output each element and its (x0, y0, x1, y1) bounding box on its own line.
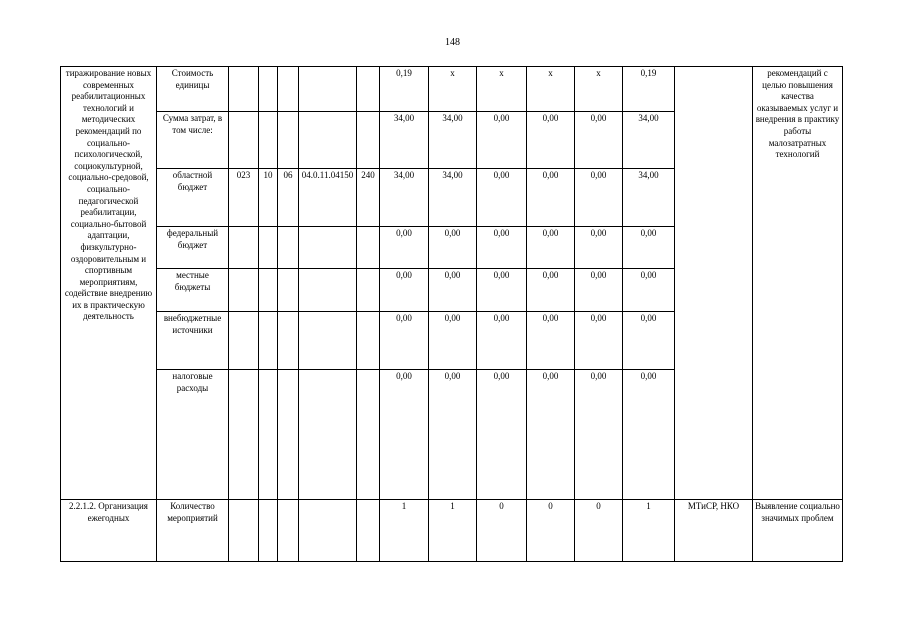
grbs-cell (229, 67, 259, 112)
grbs-cell (229, 500, 259, 562)
page-number: 148 (445, 37, 460, 48)
value-cell: 0,00 (477, 112, 527, 169)
expected-result: рекомендаций с целью повышения качества оказываемых услуг и внедрения в практику работы малозатратных технологий (753, 67, 843, 500)
value-cell: 0 (477, 500, 527, 562)
csr-cell (299, 227, 357, 269)
value-cell: 0,00 (527, 227, 575, 269)
value-cell: 0,00 (623, 370, 675, 500)
expected-result: Выявление социально значимых проблем (753, 500, 843, 562)
vr-cell (357, 112, 380, 169)
rz-cell (259, 269, 278, 312)
rz-cell (259, 67, 278, 112)
value-cell: 0,00 (477, 227, 527, 269)
pr-cell (278, 67, 299, 112)
value-cell: 34,00 (429, 112, 477, 169)
grbs-cell (229, 370, 259, 500)
value-cell: 0,00 (380, 312, 429, 370)
value-cell: 0,00 (477, 312, 527, 370)
csr-cell (299, 312, 357, 370)
value-cell: 0,00 (575, 370, 623, 500)
value-cell: 0,00 (380, 370, 429, 500)
vr-cell (357, 67, 380, 112)
value-cell: 0,00 (477, 269, 527, 312)
grbs-cell (229, 312, 259, 370)
indicator-label: областной бюджет (157, 169, 229, 227)
value-cell: 0,00 (575, 312, 623, 370)
value-cell: 0,00 (575, 169, 623, 227)
value-cell: 0,19 (380, 67, 429, 112)
value-cell: 34,00 (380, 169, 429, 227)
value-cell: 0,00 (527, 112, 575, 169)
vr-cell (357, 370, 380, 500)
indicator-label: внебюджетные источники (157, 312, 229, 370)
value-cell: 0,00 (527, 169, 575, 227)
value-cell: 0,00 (429, 227, 477, 269)
value-cell: 0,00 (575, 227, 623, 269)
measure-description: 2.2.1.2. Организация ежегодных (61, 500, 157, 562)
rz-cell (259, 370, 278, 500)
executor-cell: МТиСР, НКО (675, 500, 753, 562)
pr-cell (278, 500, 299, 562)
indicator-label: Стоимость единицы (157, 67, 229, 112)
pr-cell (278, 312, 299, 370)
pr-cell (278, 112, 299, 169)
vr-cell (357, 227, 380, 269)
value-cell: х (527, 67, 575, 112)
executor-cell (675, 67, 753, 500)
vr-cell: 240 (357, 169, 380, 227)
value-cell: 0,00 (623, 227, 675, 269)
value-cell: 0 (575, 500, 623, 562)
value-cell: 0,00 (429, 312, 477, 370)
vr-cell (357, 269, 380, 312)
csr-cell (299, 112, 357, 169)
csr-cell (299, 500, 357, 562)
value-cell: 1 (429, 500, 477, 562)
value-cell: 0,00 (380, 227, 429, 269)
value-cell: х (477, 67, 527, 112)
value-cell: 0,00 (477, 169, 527, 227)
indicator-label: Количество мероприятий (157, 500, 229, 562)
value-cell: х (429, 67, 477, 112)
value-cell: 34,00 (623, 169, 675, 227)
value-cell: 1 (623, 500, 675, 562)
value-cell: 0,00 (429, 370, 477, 500)
value-cell: 0,00 (477, 370, 527, 500)
csr-cell (299, 269, 357, 312)
rz-cell (259, 500, 278, 562)
rz-cell (259, 227, 278, 269)
table-row (61, 500, 843, 562)
grbs-cell (229, 227, 259, 269)
value-cell: 0,00 (429, 269, 477, 312)
rz-cell (259, 112, 278, 169)
pr-cell (278, 269, 299, 312)
value-cell: 0 (527, 500, 575, 562)
value-cell: 0,00 (380, 269, 429, 312)
grbs-cell: 023 (229, 169, 259, 227)
value-cell: 0,00 (575, 269, 623, 312)
value-cell: 0,00 (575, 112, 623, 169)
value-cell: х (575, 67, 623, 112)
pr-cell: 06 (278, 169, 299, 227)
rz-cell (259, 312, 278, 370)
table-row (61, 67, 843, 112)
value-cell: 0,19 (623, 67, 675, 112)
indicator-label: местные бюджеты (157, 269, 229, 312)
value-cell: 0,00 (527, 312, 575, 370)
indicator-label: Сумма затрат, в том числе: (157, 112, 229, 169)
indicator-label: федеральный бюджет (157, 227, 229, 269)
vr-cell (357, 312, 380, 370)
value-cell: 34,00 (380, 112, 429, 169)
pr-cell (278, 227, 299, 269)
program-table (60, 66, 843, 562)
vr-cell (357, 500, 380, 562)
csr-cell (299, 67, 357, 112)
grbs-cell (229, 112, 259, 169)
rz-cell: 10 (259, 169, 278, 227)
value-cell: 0,00 (527, 370, 575, 500)
value-cell: 0,00 (623, 312, 675, 370)
value-cell: 0,00 (623, 269, 675, 312)
value-cell: 0,00 (527, 269, 575, 312)
pr-cell (278, 370, 299, 500)
value-cell: 1 (380, 500, 429, 562)
value-cell: 34,00 (429, 169, 477, 227)
value-cell: 34,00 (623, 112, 675, 169)
indicator-label: налоговые расходы (157, 370, 229, 500)
csr-cell (299, 370, 357, 500)
grbs-cell (229, 269, 259, 312)
measure-description: тиражирование новых современных реабилитационных технологий и методических рекомендаций по социально-психологической, социокультурной, социально-средовой, социально-педагогической реабилитации, социально-бытовой адаптации, физкультурно-оздоровительным и спортивным мероприятиям, содействие внедрению их в практическую деятельность (61, 67, 157, 500)
csr-cell: 04.0.11.04150 (299, 169, 357, 227)
